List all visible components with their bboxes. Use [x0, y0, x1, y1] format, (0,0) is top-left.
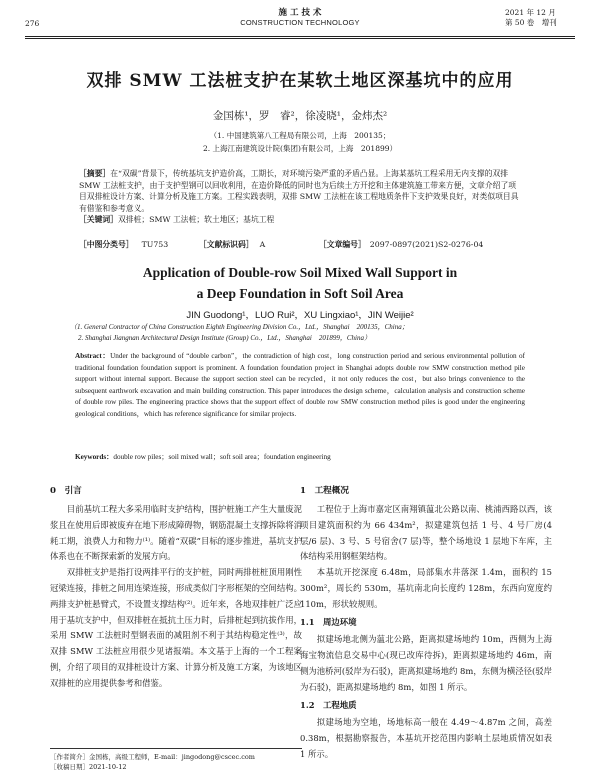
abstract-cn-text: 在“双碳”背景下，传统基坑支护造价高，工期长，对环境污染严重的矛盾凸显。上海某基坑工程采用无内支撑的双排 SMW 工法桩支护，由于支护型钢可以回收利用，在造价降低的同时也为后续土方开挖和主体建筑施工带来方便，文章介绍了项目双排桩设计方案、计算分析及施工方案。工程实践表明，双排 SMW 工法桩在该工程地质条件下支护效果良好，对类似项目具有借鉴和参考意义。 [79, 169, 519, 213]
doc-code-label: ［文献标识码］ [199, 240, 254, 249]
abstract-cn-label: ［摘要］ [79, 169, 111, 178]
abstract-en-label: Abstract： [75, 352, 111, 360]
title-en-line-2: a Deep Foundation in Soft Soil Area [196, 286, 404, 301]
header-rule-thin [25, 38, 575, 39]
title-en-line-1: Application of Double-row Soil Mixed Wall Support in [142, 265, 458, 280]
page-number: 276 [25, 19, 40, 28]
issue-date: 2021 年 12 月 [505, 8, 556, 17]
keywords-cn-label: ［关键词］ [79, 215, 118, 225]
authors-cn: 金国栋¹，罗 睿²，徐凌晓¹，金炜杰² [212, 110, 388, 122]
keywords-en-label: Keywords： [75, 453, 114, 461]
footnote-author-bio: ［作者简介］金国栋，高级工程师，E-mail：jingodong@cscec.com [50, 753, 255, 761]
footnote-received-date: ［收稿日期］2021-10-12 [50, 763, 127, 771]
article-no-label: ［文章编号］ [319, 240, 366, 249]
abstract-en-text: Under the background of “double carbon”，the contradiction of high cost，long construction period and serious environmental pollution of traditional foundation foundation support is prominent. A foundation foundation project in Shanghai adopts double row SMW construction method pile support without internal support. Because the support section steel can be recycled，it not only reduces the cost，but also brings convenience to the subsequent earthwork excavation and main building construction. This paper introduces the design scheme，calculation analysis and construction scheme of double row piles. The engineering practice shows that the support effect of double row SMW construction method piles is good under the engineering geological conditions，which has reference significance for similar projects. [75, 352, 525, 418]
surroundings-paragraph: 拟建场地北侧为蕰北公路，距离拟建场地约 10m，西侧为上海海宝物流信息交易中心(现已改库待拆)，距离拟建场地约 46m，南侧为池桥河(驳岸为石驳)，距离拟建场地约 8m，东侧为横泾径(驳岸为石驳)，距离拟建场地约 8m，如图 1 所示。 [300, 634, 552, 692]
right-column [300, 483, 552, 763]
title-cn: 双排 SMW 工法桩支护在某软土地区深基坑中的应用 [86, 71, 514, 91]
journal-name [25, 8, 575, 28]
intro-paragraph-2: 双排桩支护是指打设两排平行的支护桩，同时两排桩桩顶用刚性冠梁连接，排桩之间用连梁连接，形成类似门字形框架的空间结构。两排支护桩悬臂式，不设置支撑结构⁽²⁾。近年来，各地双排桩广泛应用于基坑支护中，但双排桩在抵抗土压力时，后排桩起到抗拔作用，采用 SMW 工法桩时型钢表面的减阻剂不利于其结构稳定性⁽³⁾，故双排 SMW 工法桩应用很少见诸报端。本文基于上海的一个工程案例，介绍了项目的双排桩设计方案、计算分析及施工方案，为该地区双排桩的应用提供参考和借鉴。 [50, 567, 302, 688]
title-en [0, 262, 600, 304]
abstract-en [75, 351, 525, 420]
issue-volume: 第 50 卷 增刊 [505, 18, 557, 27]
overview-paragraph-2: 本基坑开挖深度 6.48m，局部集水井落深 1.4m，面积约 15 300m²，周长约 530m，基坑南北向长度约 128m，东西向宽度约 110m，形状较规则。 [300, 567, 552, 609]
affiliation-en-1: （1. General Contractor of China Construction Eighth Engineering Division Co.，Ltd.，Shanghai 200135，China； [70, 323, 409, 331]
intro-paragraph-1: 目前基坑工程大多采用临时支护结构，围护桩施工产生大量废泥浆且在使用后即被废弃在地下形成障碍物，钢筋混凝土支撑拆除将消耗工期，浪费人力和物力⁽¹⁾。随着“双碳”目标的逐步推进，基坑支护体系也在不断探索新的发展方向。 [50, 504, 302, 562]
affiliation-en-2: 2. Shanghai Jiangnan Architectural Design Institute (Group) Co.，Ltd.，Shanghai 201899，China） [78, 334, 371, 342]
clc-label: ［中图分类号］ [79, 240, 134, 249]
section-heading-introduction: 0 引言 [50, 486, 82, 496]
abstract-cn [79, 168, 523, 226]
subsection-heading-surroundings: 1.1 周边环境 [300, 616, 357, 627]
journal-name-en: CONSTRUCTION TECHNOLOGY [240, 18, 360, 27]
keywords-en-text: double row piles；soil mixed wall；soft soil area；foundation engineering [113, 453, 331, 461]
section-heading-overview: 1 工程概况 [300, 486, 349, 496]
keywords-en [75, 452, 525, 462]
affiliation-cn-2: 2. 上海江南建筑设计院(集团)有限公司，上海 201899） [202, 144, 398, 153]
issue-info [505, 8, 575, 28]
header-rule [25, 36, 575, 37]
keywords-cn-text: 双排桩；SMW 工法桩；软土地区；基坑工程 [117, 215, 275, 225]
journal-name-cn: 施 工 技 术 [278, 8, 322, 18]
subsection-heading-geology: 1.2 工程地质 [300, 699, 357, 710]
clc-value: TU753 [141, 240, 169, 249]
article-no-value: 2097-0897(2021)S2-0276-04 [369, 240, 484, 249]
doc-code-value: A [259, 240, 266, 249]
geology-paragraph: 拟建场地为空地，场地标高一般在 4.49～4.87m 之间，高差 0.38m，根据勘察报告，本基坑开挖范围内影响土层地质情况如表 1 所示。 [300, 717, 552, 759]
running-header [25, 6, 575, 36]
authors-en: JIN Guodong¹，LUO Rui²，XU Lingxiao¹，JIN Weijie² [186, 310, 414, 321]
author-footnote [50, 748, 302, 772]
left-column [50, 483, 302, 692]
affiliation-cn-1: （1. 中国建筑第八工程局有限公司，上海 200135； [209, 131, 391, 140]
overview-paragraph-1: 工程位于上海市嘉定区南翔镇蕰北公路以南、桃浦西路以西，该项目建筑面积约为 66 434m²，拟建建筑包括 1 号、4 号厂房(4 层/6 层)、3 号、5 号宿舍(7 层)等，整个场地设 1 层地下车库，主体结构采用钢框架结构。 [300, 504, 552, 562]
